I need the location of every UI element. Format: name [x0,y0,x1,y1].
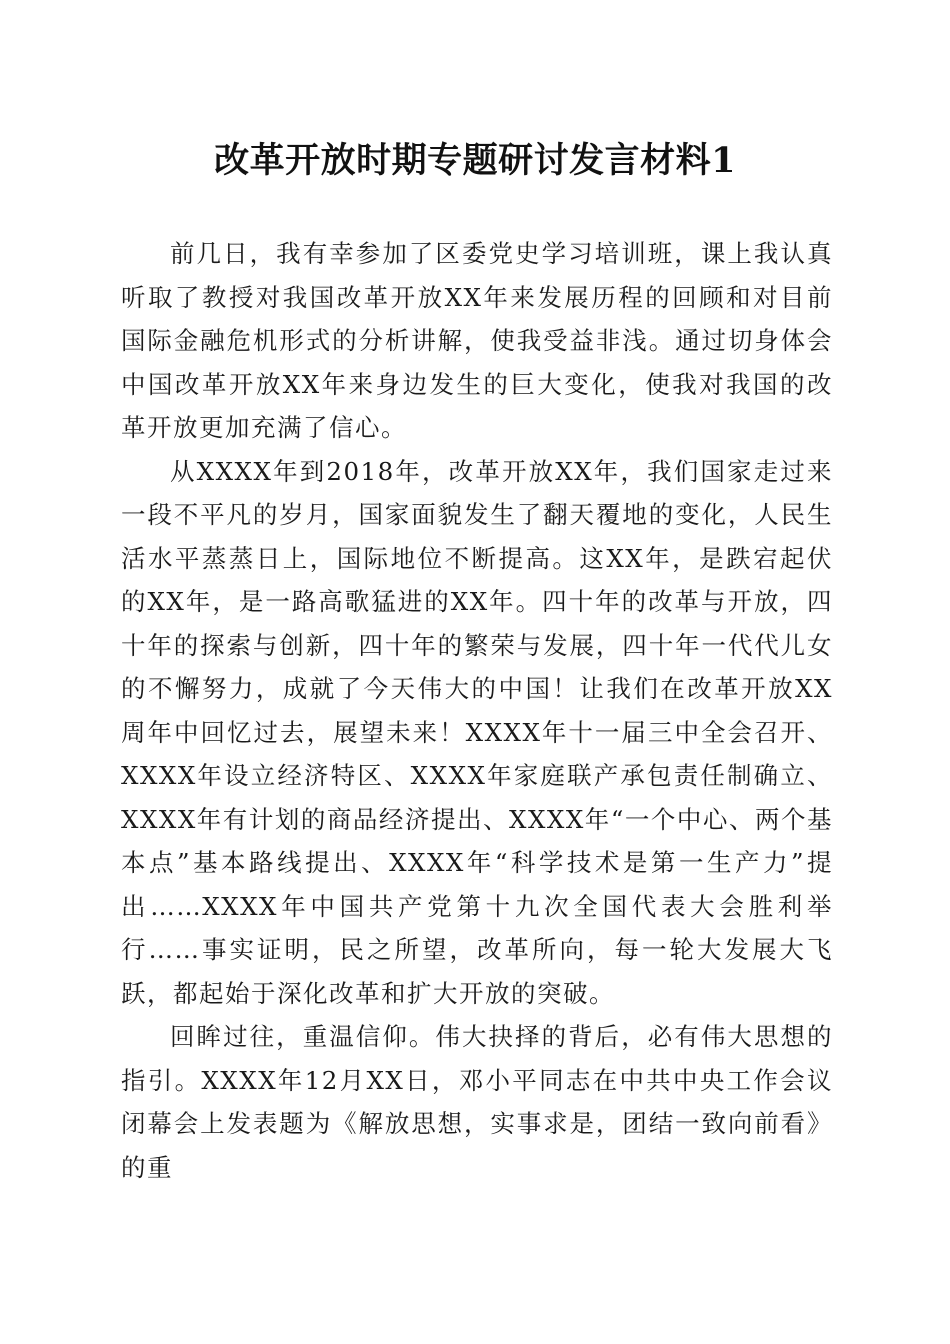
paragraph-1: 前几日，我有幸参加了区委党史学习培训班，课上我认真听取了教授对我国改革开放XX年来发展历程的回顾和对目前国际金融危机形式的分析讲解，使我受益非浅。通过切身体会中国改革开放XX年来身边发生的巨大变化，使我对我国的改革开放更加充满了信心。 [121,239,833,442]
document-title: 改革开放时期专题研讨发言材料1 [214,140,736,181]
document-body [121,232,833,1189]
paragraph-2: 从XXXX年到2018年，改革开放XX年，我们国家走过来一段不平凡的岁月，国家面貌发生了翻天覆地的变化，人民生活水平蒸蒸日上，国际地位不断提高。这XX年，是跌宕起伏的XX年，是一路高歌猛进的XX年。四十年的改革与开放，四十年的探索与创新，四十年的繁荣与发展，四十年一代代儿女的不懈努力，成就了今天伟大的中国！让我们在改革开放XX周年中回忆过去，展望未来！XXXX年十一届三中全会召开、XXXX年设立经济特区、XXXX年家庭联产承包责任制确立、XXXX年有计划的商品经济提出、XXXX年“一个中心、两个基本点”基本路线提出、XXXX年“科学技术是第一生产力”提出……XXXX年中国共产党第十九次全国代表大会胜利举行……事实证明，民之所望，改革所向，每一轮大发展大飞跃，都起始于深化改革和扩大开放的突破。 [121,456,834,1008]
paragraph-3: 回眸过往，重温信仰。伟大抉择的背后，必有伟大思想的指引。XXXX年12月XX日，邓小平同志在中共中央工作会议闭幕会上发表题为《解放思想，实事求是，团结一致向前看》的重 [121,1022,833,1182]
